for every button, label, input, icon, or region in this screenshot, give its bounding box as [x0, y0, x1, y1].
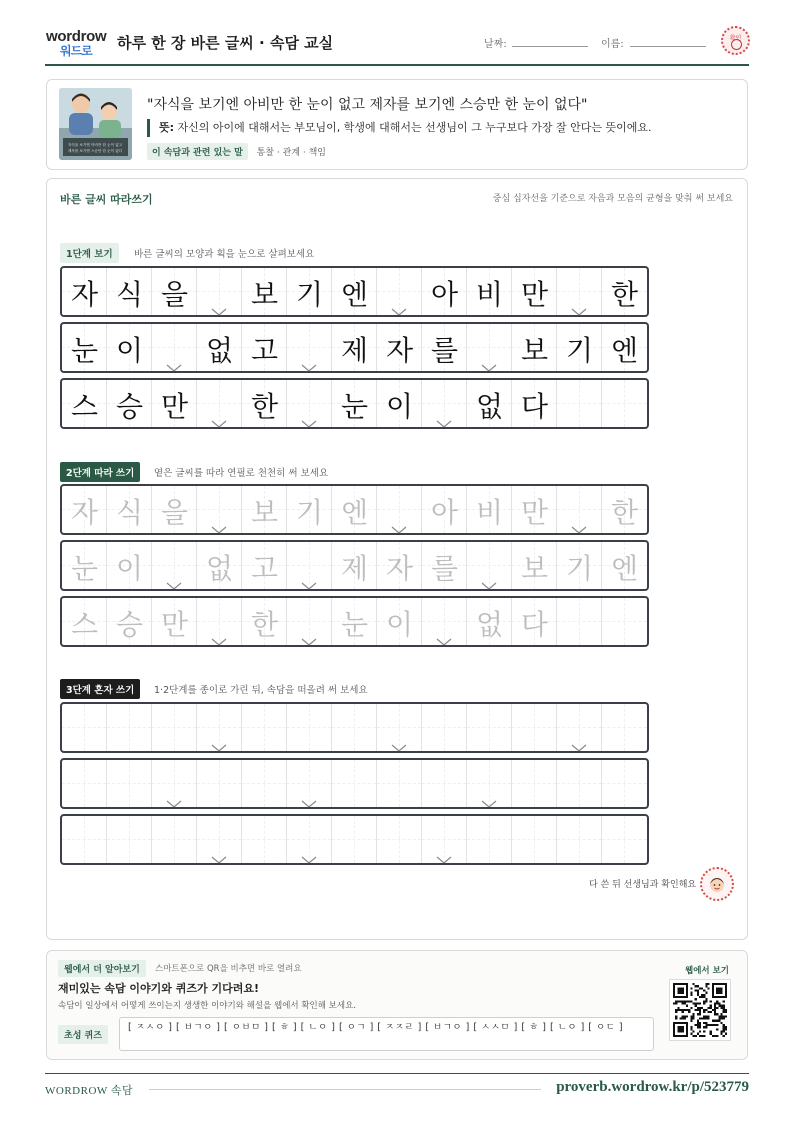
date-field[interactable] — [512, 46, 588, 47]
page-title: 하루 한 장 바른 글씨 · 속담 교실 — [117, 34, 334, 52]
model-char: 만 — [520, 278, 549, 311]
writing-cell[interactable] — [377, 324, 422, 371]
step3-tag: 3단계 혼자 쓰기 — [60, 679, 140, 699]
space-mark-icon — [211, 413, 227, 421]
model-char: 만 — [160, 390, 189, 423]
step3-hint: 1·2단계를 종이로 가린 뒤, 속담을 떠올려 써 보세요 — [154, 685, 368, 696]
writing-cell[interactable] — [377, 486, 422, 533]
writing-cell[interactable] — [422, 598, 467, 645]
practice-title: 바른 글씨 따라쓰기 — [60, 193, 153, 206]
writing-cell[interactable] — [602, 760, 647, 807]
writing-cell[interactable] — [557, 486, 602, 533]
space-mark-icon — [301, 413, 317, 421]
writing-cell[interactable] — [242, 268, 287, 315]
writing-cell[interactable] — [332, 704, 377, 751]
step1-hint: 바른 글씨의 모양과 획을 눈으로 살펴보세요 — [134, 249, 315, 260]
space-mark-icon — [391, 519, 407, 527]
writing-cell[interactable] — [422, 324, 467, 371]
writing-cell[interactable] — [557, 704, 602, 751]
space-mark-icon — [301, 357, 317, 365]
writing-cell[interactable] — [467, 486, 512, 533]
page-header — [45, 26, 749, 66]
model-char: 없 — [205, 334, 234, 367]
writing-cell[interactable] — [152, 598, 197, 645]
writing-cell[interactable] — [62, 760, 107, 807]
writing-cell[interactable] — [287, 542, 332, 589]
writing-cell[interactable] — [467, 324, 512, 371]
model-char: 고 — [250, 334, 279, 367]
writing-cell[interactable] — [62, 816, 107, 863]
space-mark-icon — [166, 357, 182, 365]
trace-char: 보 — [520, 552, 549, 585]
space-mark-icon — [211, 631, 227, 639]
model-char: 이 — [115, 334, 144, 367]
writing-cell[interactable] — [107, 816, 152, 863]
trace-char: 엔 — [340, 496, 369, 529]
web-desc: 속담이 일상에서 어떻게 쓰이는지 생생한 이야기와 해설을 웹에서 확인해 보세요. — [58, 1001, 356, 1011]
logo-wordmark: wordrow — [46, 28, 107, 45]
done-text: 다 쓴 뒤 선생님과 확인해요 — [589, 880, 697, 890]
writing-cell[interactable] — [422, 486, 467, 533]
space-mark-icon — [166, 575, 182, 583]
model-char: 자 — [70, 278, 99, 311]
writing-cell[interactable] — [602, 486, 647, 533]
step2-tag: 2단계 따라 쓰기 — [60, 462, 140, 482]
meaning-text: 자신의 아이에 대해서는 부모님이, 학생에 대해서는 선생님이 그 누구보다 가장 잘 안다는 뜻이에요. — [177, 121, 652, 134]
model-char: 이 — [385, 390, 414, 423]
writing-cell[interactable] — [62, 324, 107, 371]
proverb-illustration — [59, 88, 132, 160]
writing-cell[interactable] — [152, 324, 197, 371]
writing-cell[interactable] — [152, 380, 197, 427]
writing-cell[interactable] — [512, 816, 557, 863]
writing-cell[interactable] — [422, 268, 467, 315]
writing-row[interactable] — [60, 484, 649, 535]
writing-cell[interactable] — [602, 816, 647, 863]
web-section — [46, 950, 748, 1060]
model-char: 를 — [430, 334, 459, 367]
stamp-text: 확인 — [729, 35, 742, 42]
space-mark-icon — [481, 575, 497, 583]
trace-char: 을 — [160, 496, 189, 529]
writing-cell[interactable] — [332, 324, 377, 371]
space-mark-icon — [436, 631, 452, 639]
trace-char: 이 — [385, 608, 414, 641]
footer-brand: WORDROW 속담 — [45, 1085, 134, 1097]
trace-char: 고 — [250, 552, 279, 585]
web-title: 재미있는 속담 이야기와 퀴즈가 기다려요! — [58, 982, 259, 995]
writing-cell[interactable] — [422, 704, 467, 751]
writing-cell[interactable] — [422, 542, 467, 589]
space-mark-icon — [571, 737, 587, 745]
writing-cell[interactable] — [107, 760, 152, 807]
writing-cell[interactable] — [62, 704, 107, 751]
writing-cell[interactable] — [197, 598, 242, 645]
writing-cell[interactable] — [242, 760, 287, 807]
wordrow-logo — [45, 28, 107, 58]
writing-cell[interactable] — [242, 486, 287, 533]
writing-cell[interactable] — [512, 486, 557, 533]
writing-cell[interactable] — [107, 598, 152, 645]
writing-cell[interactable] — [287, 598, 332, 645]
writing-cell[interactable] — [332, 598, 377, 645]
model-char: 없 — [475, 390, 504, 423]
trace-char: 제 — [340, 552, 369, 585]
trace-char: 보 — [250, 496, 279, 529]
step1-tag: 1단계 보기 — [60, 243, 119, 263]
trace-char: 만 — [160, 608, 189, 641]
writing-cell[interactable] — [332, 380, 377, 427]
writing-cell[interactable] — [242, 816, 287, 863]
space-mark-icon — [211, 301, 227, 309]
writing-cell[interactable] — [287, 816, 332, 863]
writing-cell[interactable] — [62, 486, 107, 533]
writing-cell[interactable] — [467, 816, 512, 863]
writing-cell[interactable] — [332, 486, 377, 533]
writing-cell[interactable] — [377, 760, 422, 807]
space-mark-icon — [301, 793, 317, 801]
writing-cell[interactable] — [152, 542, 197, 589]
writing-cell[interactable] — [107, 704, 152, 751]
date-label: 날짜: — [484, 39, 507, 50]
writing-cell[interactable] — [377, 542, 422, 589]
writing-cell[interactable] — [107, 486, 152, 533]
space-mark-icon — [301, 631, 317, 639]
web-tag-hint: 스마트폰으로 QR을 비추면 바로 열려요 — [155, 964, 302, 974]
writing-cell[interactable] — [287, 486, 332, 533]
writing-cell[interactable] — [512, 268, 557, 315]
writing-cell[interactable] — [377, 268, 422, 315]
space-mark-icon — [211, 849, 227, 857]
writing-cell[interactable] — [287, 704, 332, 751]
footer-url[interactable]: proverb.wordrow.kr/p/523779 — [556, 1079, 749, 1095]
model-char: 눈 — [70, 334, 99, 367]
model-char: 눈 — [340, 390, 369, 423]
writing-cell[interactable] — [287, 380, 332, 427]
meaning-label: 뜻: — [159, 121, 175, 134]
writing-cell[interactable] — [332, 816, 377, 863]
writing-cell[interactable] — [152, 486, 197, 533]
trace-char: 만 — [520, 496, 549, 529]
space-mark-icon — [301, 575, 317, 583]
writing-cell[interactable] — [512, 760, 557, 807]
page-footer — [45, 1073, 749, 1105]
writing-cell[interactable] — [602, 380, 647, 427]
writing-cell[interactable] — [602, 598, 647, 645]
writing-cell[interactable] — [467, 380, 512, 427]
model-char: 을 — [160, 278, 189, 311]
trace-char: 비 — [475, 496, 504, 529]
footer-divider — [149, 1089, 541, 1090]
chosung-quiz: [ ㅈㅅㅇ ] [ ㅂㄱㅇ ] [ ㅇㅂㅁ ] [ ㅎ ] [ ㄴㅇ ] [ ㅇㄱ ] [ ㅈㅈㄹ ] [ ㅂㄱㅇ ] [ ㅅㅅㅁ ] [ ㅎ ] [ ㄴㅇ ] [ ㅇㄷ ] — [119, 1017, 654, 1051]
trace-char: 한 — [250, 608, 279, 641]
space-mark-icon — [301, 849, 317, 857]
writing-cell[interactable] — [377, 816, 422, 863]
space-mark-icon — [391, 737, 407, 745]
qr-label: 웹에서 보기 — [684, 966, 729, 976]
qr-code[interactable] — [669, 979, 731, 1041]
writing-cell[interactable] — [332, 542, 377, 589]
space-mark-icon — [391, 301, 407, 309]
space-mark-icon — [571, 301, 587, 309]
writing-cell[interactable] — [62, 268, 107, 315]
writing-cell[interactable] — [242, 380, 287, 427]
model-char: 자 — [385, 334, 414, 367]
writing-row[interactable] — [60, 378, 649, 429]
proverb-text: "자식을 보기엔 아비만 한 눈이 없고 제자를 보기엔 스승만 한 눈이 없다" — [147, 97, 588, 113]
writing-cell[interactable] — [152, 760, 197, 807]
writing-cell[interactable] — [197, 268, 242, 315]
writing-cell[interactable] — [62, 380, 107, 427]
trace-char: 자 — [385, 552, 414, 585]
web-tag: 웹에서 더 알아보기 — [58, 960, 146, 977]
writing-cell[interactable] — [197, 324, 242, 371]
writing-cell[interactable] — [242, 598, 287, 645]
writing-cell[interactable] — [242, 704, 287, 751]
writing-cell[interactable] — [107, 324, 152, 371]
logo-korean: 워드로 — [60, 44, 92, 58]
trace-char: 없 — [205, 552, 234, 585]
writing-cell[interactable] — [512, 704, 557, 751]
trace-char: 엔 — [610, 552, 639, 585]
step2-hint: 옅은 글씨를 따라 연필로 천천히 써 보세요 — [154, 468, 329, 479]
writing-cell[interactable] — [602, 542, 647, 589]
model-char: 다 — [520, 390, 549, 423]
writing-cell[interactable] — [287, 760, 332, 807]
trace-char: 한 — [610, 496, 639, 529]
space-mark-icon — [571, 519, 587, 527]
trace-char: 스 — [70, 608, 99, 641]
model-char: 한 — [250, 390, 279, 423]
trace-char: 눈 — [340, 608, 369, 641]
writing-cell[interactable] — [602, 324, 647, 371]
svg-text:제자를 보기엔 스승만 한 눈이 없다: 제자를 보기엔 스승만 한 눈이 없다 — [67, 149, 123, 153]
model-char: 식 — [115, 278, 144, 311]
model-char: 한 — [610, 278, 639, 311]
space-mark-icon — [481, 357, 497, 365]
writing-cell[interactable] — [197, 704, 242, 751]
writing-cell[interactable] — [62, 598, 107, 645]
related-tag: 이 속담과 관련 있는 말 — [147, 143, 248, 160]
writing-row[interactable] — [60, 758, 649, 809]
model-char: 아 — [430, 278, 459, 311]
trace-char: 를 — [430, 552, 459, 585]
model-char: 보 — [250, 278, 279, 311]
space-mark-icon — [166, 793, 182, 801]
model-char: 엔 — [610, 334, 639, 367]
quiz-tag: 초성 퀴즈 — [58, 1025, 108, 1044]
related-list: 통찰 · 관계 · 책임 — [256, 148, 326, 158]
name-field[interactable] — [630, 46, 706, 47]
writing-row[interactable] — [60, 596, 649, 647]
writing-row[interactable] — [60, 702, 649, 753]
space-mark-icon — [481, 793, 497, 801]
writing-cell[interactable] — [377, 598, 422, 645]
teacher-stamp-icon — [700, 867, 734, 901]
writing-cell[interactable] — [332, 268, 377, 315]
trace-char: 아 — [430, 496, 459, 529]
space-mark-icon — [211, 519, 227, 527]
writing-cell[interactable] — [197, 542, 242, 589]
practice-hint: 중심 십자선을 기준으로 자음과 모음의 균형을 맞춰 써 보세요 — [492, 194, 733, 204]
writing-cell[interactable] — [242, 324, 287, 371]
writing-cell[interactable] — [467, 268, 512, 315]
writing-cell[interactable] — [557, 760, 602, 807]
writing-cell[interactable] — [152, 704, 197, 751]
writing-row[interactable] — [60, 266, 649, 317]
writing-cell[interactable] — [332, 760, 377, 807]
model-char: 엔 — [340, 278, 369, 311]
meaning-line — [147, 119, 652, 137]
space-mark-icon — [436, 849, 452, 857]
writing-cell[interactable] — [557, 542, 602, 589]
writing-cell[interactable] — [557, 816, 602, 863]
writing-cell[interactable] — [152, 268, 197, 315]
writing-cell[interactable] — [512, 324, 557, 371]
writing-cell[interactable] — [377, 380, 422, 427]
writing-cell[interactable] — [197, 380, 242, 427]
writing-cell[interactable] — [107, 542, 152, 589]
writing-cell[interactable] — [467, 542, 512, 589]
check-stamp-icon — [721, 26, 750, 55]
writing-cell[interactable] — [242, 542, 287, 589]
writing-cell[interactable] — [602, 268, 647, 315]
related-words — [147, 143, 326, 160]
writing-cell[interactable] — [512, 380, 557, 427]
writing-cell[interactable] — [512, 542, 557, 589]
writing-cell[interactable] — [197, 486, 242, 533]
writing-cell[interactable] — [107, 268, 152, 315]
writing-cell[interactable] — [62, 542, 107, 589]
trace-char: 승 — [115, 608, 144, 641]
trace-char: 다 — [520, 608, 549, 641]
trace-char: 눈 — [70, 552, 99, 585]
writing-cell[interactable] — [287, 324, 332, 371]
writing-cell[interactable] — [557, 268, 602, 315]
writing-row[interactable] — [60, 814, 649, 865]
space-mark-icon — [436, 413, 452, 421]
model-char: 비 — [475, 278, 504, 311]
writing-cell[interactable] — [512, 598, 557, 645]
writing-row[interactable] — [60, 540, 649, 591]
writing-cell[interactable] — [152, 816, 197, 863]
model-char: 스 — [70, 390, 99, 423]
trace-char: 기 — [565, 552, 594, 585]
svg-text:자식을 보기엔 아비만 한 눈이 없고: 자식을 보기엔 아비만 한 눈이 없고 — [67, 143, 123, 147]
model-char: 승 — [115, 390, 144, 423]
trace-char: 식 — [115, 496, 144, 529]
space-mark-icon — [211, 737, 227, 745]
model-char: 제 — [340, 334, 369, 367]
writing-cell[interactable] — [557, 324, 602, 371]
writing-cell[interactable] — [422, 380, 467, 427]
writing-cell[interactable] — [467, 598, 512, 645]
writing-cell[interactable] — [107, 380, 152, 427]
writing-cell[interactable] — [557, 380, 602, 427]
trace-char: 없 — [475, 608, 504, 641]
name-label: 이름: — [601, 39, 624, 50]
writing-cell[interactable] — [197, 816, 242, 863]
model-char: 기 — [295, 278, 324, 311]
writing-cell[interactable] — [467, 704, 512, 751]
writing-cell[interactable] — [287, 268, 332, 315]
trace-char: 자 — [70, 496, 99, 529]
trace-char: 기 — [295, 496, 324, 529]
trace-char: 이 — [115, 552, 144, 585]
writing-cell[interactable] — [602, 704, 647, 751]
writing-cell[interactable] — [197, 760, 242, 807]
model-char: 기 — [565, 334, 594, 367]
writing-cell[interactable] — [422, 816, 467, 863]
model-char: 보 — [520, 334, 549, 367]
proverb-card — [46, 79, 748, 170]
writing-cell[interactable] — [377, 704, 422, 751]
writing-cell[interactable] — [557, 598, 602, 645]
writing-row[interactable] — [60, 322, 649, 373]
writing-cell[interactable] — [422, 760, 467, 807]
writing-cell[interactable] — [467, 760, 512, 807]
